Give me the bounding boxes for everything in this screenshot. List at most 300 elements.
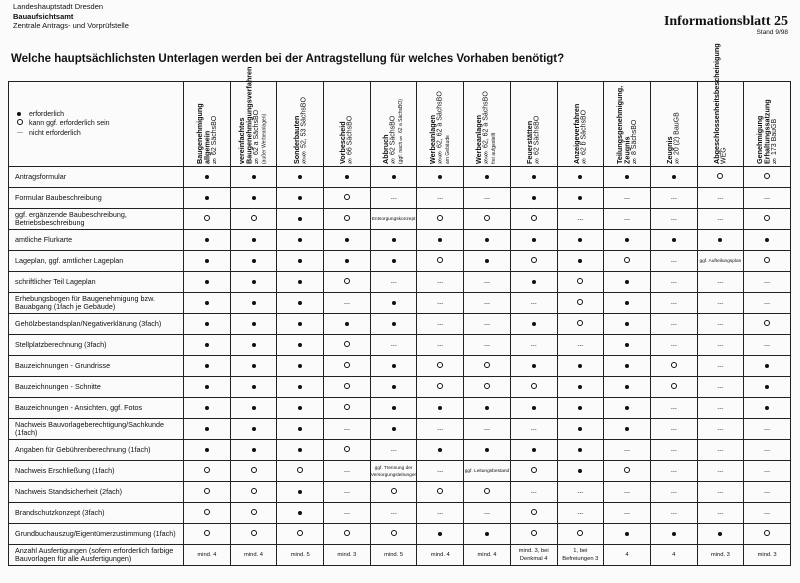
table-cell — [697, 440, 744, 461]
table-cell — [650, 251, 697, 272]
table-cell — [324, 461, 371, 482]
ring-icon — [251, 530, 257, 536]
filled-dot-icon — [298, 280, 302, 284]
row-label: Stellplatzberechnung (3fach) — [9, 335, 184, 356]
dash-icon: --- — [577, 510, 584, 517]
table-cell — [650, 482, 697, 503]
column-ref: §§ 62, 62 a SächsBO — [482, 91, 490, 164]
table-cell — [744, 482, 791, 503]
ring-icon — [204, 467, 210, 473]
ring-icon — [484, 215, 490, 221]
dash-icon: --- — [717, 384, 724, 391]
table-cell — [417, 230, 464, 251]
table-cell — [277, 230, 324, 251]
dash-icon: --- — [437, 510, 444, 517]
legend-item-not-required: --- nicht erforderlich — [17, 129, 81, 137]
dash-icon: --- — [17, 130, 23, 136]
dash-icon: --- — [670, 489, 677, 496]
filled-dot-icon — [298, 259, 302, 263]
table-cell — [744, 503, 791, 524]
dash-icon: --- — [717, 279, 724, 286]
dash-icon: --- — [717, 216, 724, 223]
filled-dot-icon — [298, 217, 302, 221]
table-cell — [744, 293, 791, 314]
table-cell — [277, 188, 324, 209]
table-cell — [370, 503, 417, 524]
table-cell — [324, 335, 371, 356]
dash-icon: --- — [343, 510, 350, 517]
filled-dot-icon — [765, 385, 769, 389]
table-cell — [464, 209, 511, 230]
table-row — [9, 335, 791, 356]
filled-dot-icon — [298, 511, 302, 515]
row-label: Bauzeichnungen - Schnitte — [9, 377, 184, 398]
table-cell — [510, 167, 557, 188]
table-cell — [464, 335, 511, 356]
ring-icon — [531, 383, 537, 389]
row-label: ggf. ergänzende Baubeschreibung, Betriebsbeschreibung — [9, 209, 184, 230]
dash-icon: --- — [437, 342, 444, 349]
table-cell — [184, 545, 231, 566]
table-cell — [324, 293, 371, 314]
filled-dot-icon — [532, 196, 536, 200]
ring-icon — [344, 404, 350, 410]
table-cell — [510, 293, 557, 314]
table-cell — [184, 356, 231, 377]
table-cell — [184, 230, 231, 251]
table-cell — [604, 419, 651, 440]
column-header — [230, 66, 277, 167]
row-label: Erhebungsbogen für Baugenehmigung bzw. Bauabgang (1fach je Gebäude) — [9, 293, 184, 314]
table-cell — [370, 356, 417, 377]
dash-icon: --- — [717, 363, 724, 370]
ring-icon — [484, 362, 490, 368]
cell-note: mind. 4 — [430, 552, 450, 558]
filled-dot-icon — [718, 532, 722, 536]
cell-note: mind. 4 — [477, 552, 497, 558]
dash-icon: --- — [670, 468, 677, 475]
dash-icon: --- — [390, 195, 397, 202]
table-cell — [697, 335, 744, 356]
dash-icon: --- — [670, 279, 677, 286]
table-cell — [370, 272, 417, 293]
table-cell — [277, 335, 324, 356]
table-cell — [557, 251, 604, 272]
table-cell — [277, 293, 324, 314]
ring-icon — [251, 509, 257, 515]
filled-dot-icon — [765, 406, 769, 410]
table-cell — [184, 335, 231, 356]
table-cell — [744, 230, 791, 251]
table-row — [9, 503, 791, 524]
table-cell — [744, 209, 791, 230]
dash-icon: --- — [390, 279, 397, 286]
table-cell — [370, 167, 417, 188]
table-cell — [744, 461, 791, 482]
ring-icon — [764, 320, 770, 326]
table-cell — [697, 230, 744, 251]
filled-dot-icon — [625, 175, 629, 179]
ring-icon — [344, 446, 350, 452]
column-title: Teilungsgenehmigung, Zeugnis — [614, 85, 632, 164]
table-cell — [650, 503, 697, 524]
filled-dot-icon — [578, 259, 582, 263]
column-ref: § 20 (2) BauGB — [673, 112, 681, 164]
table-row — [9, 251, 791, 272]
document-title: Informationsblatt 25 — [663, 14, 788, 29]
dash-icon: --- — [483, 342, 490, 349]
cell-note: ggf. Leitungsbestand — [464, 469, 510, 475]
table-cell — [697, 188, 744, 209]
filled-dot-icon — [392, 427, 396, 431]
column-header — [324, 82, 371, 167]
table-row — [9, 356, 791, 377]
filled-dot-icon — [298, 427, 302, 431]
legend-item-optional: kann ggf. erforderlich sein — [17, 119, 183, 128]
legend-item-required: erforderlich — [17, 110, 183, 119]
table-cell — [604, 188, 651, 209]
table-cell — [650, 461, 697, 482]
table-cell — [324, 167, 371, 188]
table-cell — [277, 167, 324, 188]
column-title: Werbeanlagen — [427, 115, 437, 164]
ring-icon — [577, 530, 583, 536]
table-cell — [324, 482, 371, 503]
row-label: Antragsformular — [9, 167, 184, 188]
column-title: Genehmigung Erhaltungssatzung — [754, 99, 772, 164]
filled-dot-icon — [17, 112, 21, 116]
table-header-row — [9, 82, 791, 167]
table-cell — [370, 377, 417, 398]
filled-dot-icon — [532, 364, 536, 368]
table-cell — [417, 503, 464, 524]
filled-dot-icon — [765, 238, 769, 242]
filled-dot-icon — [672, 238, 676, 242]
filled-dot-icon — [345, 238, 349, 242]
filled-dot-icon — [205, 364, 209, 368]
dash-icon: --- — [764, 195, 771, 202]
table-cell — [230, 293, 277, 314]
table-cell — [650, 188, 697, 209]
legend-cell — [9, 82, 184, 167]
table-cell — [510, 188, 557, 209]
filled-dot-icon — [252, 448, 256, 452]
table-cell — [650, 440, 697, 461]
table-cell — [230, 545, 277, 566]
dash-icon: --- — [764, 510, 771, 517]
ring-icon — [531, 257, 537, 263]
table-cell — [697, 356, 744, 377]
dash-icon: --- — [483, 510, 490, 517]
table-cell — [277, 272, 324, 293]
dash-icon: --- — [764, 426, 771, 433]
table-cell — [604, 482, 651, 503]
table-cell — [557, 230, 604, 251]
dash-icon: --- — [483, 300, 490, 307]
ring-icon — [671, 362, 677, 368]
dash-icon: --- — [624, 510, 631, 517]
table-cell — [697, 398, 744, 419]
ring-icon — [764, 173, 770, 179]
column-header — [697, 43, 744, 167]
filled-dot-icon — [578, 364, 582, 368]
column-ref: § 62 SächsBO — [210, 115, 218, 164]
table-cell — [324, 524, 371, 545]
filled-dot-icon — [298, 196, 302, 200]
column-title: Zeugnis — [665, 136, 675, 164]
column-title: vereinfachtes Baugenehmigungsverfahren — [237, 66, 254, 164]
table-cell — [464, 272, 511, 293]
ring-icon — [577, 278, 583, 284]
cell-note: mind. 5 — [384, 552, 404, 558]
table-cell — [464, 524, 511, 545]
table-cell — [417, 314, 464, 335]
column-title: Sonderbauten — [291, 115, 301, 164]
table-cell — [604, 293, 651, 314]
table-cell — [604, 251, 651, 272]
table-cell — [604, 461, 651, 482]
table-row — [9, 482, 791, 503]
table-cell — [557, 167, 604, 188]
table-cell — [697, 293, 744, 314]
table-cell — [604, 524, 651, 545]
table-cell — [464, 356, 511, 377]
table-cell — [370, 188, 417, 209]
filled-dot-icon — [438, 448, 442, 452]
dash-icon: --- — [717, 195, 724, 202]
table-cell — [277, 482, 324, 503]
filled-dot-icon — [392, 238, 396, 242]
column-header — [277, 82, 324, 167]
table-cell — [604, 356, 651, 377]
table-cell — [697, 524, 744, 545]
filled-dot-icon — [298, 364, 302, 368]
ring-icon — [531, 530, 537, 536]
table-cell — [230, 251, 277, 272]
ring-icon — [624, 467, 630, 473]
column-ref: § 62 a SächsBO — [253, 109, 261, 164]
table-row — [9, 545, 791, 566]
table-cell — [557, 188, 604, 209]
ring-icon — [391, 488, 397, 494]
table-cell — [417, 545, 464, 566]
table-cell — [417, 188, 464, 209]
ring-icon — [204, 215, 210, 221]
filled-dot-icon — [252, 301, 256, 305]
table-cell — [510, 335, 557, 356]
table-cell — [370, 293, 417, 314]
table-cell — [370, 335, 417, 356]
table-cell — [464, 398, 511, 419]
table-cell — [417, 209, 464, 230]
table-cell — [510, 545, 557, 566]
table-cell — [650, 377, 697, 398]
filled-dot-icon — [298, 490, 302, 494]
dash-icon: --- — [390, 447, 397, 454]
cell-note: mind. 3 — [337, 552, 357, 558]
document-version: Stand 9/98 — [756, 29, 788, 36]
table-cell — [417, 377, 464, 398]
ring-icon — [437, 383, 443, 389]
table-cell — [230, 377, 277, 398]
table-cell — [510, 377, 557, 398]
ring-icon — [624, 257, 630, 263]
ring-icon — [717, 173, 723, 179]
column-note: (ggf. nach § 62 a SächsBO) — [397, 99, 404, 164]
ring-icon — [344, 362, 350, 368]
table-cell — [604, 167, 651, 188]
table-cell — [184, 419, 231, 440]
table-cell — [324, 230, 371, 251]
table-cell — [744, 188, 791, 209]
table-cell — [324, 251, 371, 272]
table-cell — [370, 461, 417, 482]
table-cell — [744, 314, 791, 335]
ring-icon — [577, 320, 583, 326]
dash-icon: --- — [717, 300, 724, 307]
filled-dot-icon — [392, 385, 396, 389]
row-label: Grundbuchauszug/Eigentümerzustimmung (1fach) — [9, 524, 184, 545]
dash-icon: --- — [483, 426, 490, 433]
organization-block — [13, 2, 129, 31]
dash-icon: --- — [437, 195, 444, 202]
filled-dot-icon — [205, 406, 209, 410]
filled-dot-icon — [578, 238, 582, 242]
table-cell — [557, 503, 604, 524]
table-cell — [230, 482, 277, 503]
dash-icon: --- — [390, 510, 397, 517]
ring-icon — [671, 383, 677, 389]
table-cell — [557, 377, 604, 398]
table-cell — [557, 272, 604, 293]
table-cell — [184, 482, 231, 503]
table-cell — [184, 167, 231, 188]
table-row — [9, 377, 791, 398]
ring-icon — [204, 488, 210, 494]
table-cell — [557, 209, 604, 230]
filled-dot-icon — [205, 259, 209, 263]
table-cell — [230, 188, 277, 209]
dash-icon: --- — [343, 489, 350, 496]
table-cell — [557, 545, 604, 566]
filled-dot-icon — [205, 238, 209, 242]
filled-dot-icon — [298, 322, 302, 326]
filled-dot-icon — [532, 175, 536, 179]
table-cell — [557, 314, 604, 335]
dash-icon: --- — [343, 426, 350, 433]
column-ref: §§ 52, 53 SächsBO — [300, 97, 308, 164]
table-cell — [650, 398, 697, 419]
ring-icon — [251, 215, 257, 221]
table-cell — [277, 251, 324, 272]
table-cell — [510, 482, 557, 503]
table-cell — [324, 377, 371, 398]
table-cell — [557, 482, 604, 503]
filled-dot-icon — [578, 448, 582, 452]
dash-icon: --- — [437, 279, 444, 286]
table-cell — [230, 524, 277, 545]
table-cell — [277, 440, 324, 461]
filled-dot-icon — [625, 427, 629, 431]
filled-dot-icon — [438, 238, 442, 242]
table-cell — [464, 440, 511, 461]
table-cell — [744, 251, 791, 272]
table-cell — [650, 545, 697, 566]
table-cell — [697, 503, 744, 524]
dash-icon: --- — [764, 300, 771, 307]
filled-dot-icon — [205, 343, 209, 347]
column-ref: WEG — [720, 147, 728, 164]
column-title: Feuerstätten — [525, 120, 535, 164]
column-header — [650, 82, 697, 167]
filled-dot-icon — [532, 280, 536, 284]
filled-dot-icon — [532, 238, 536, 242]
table-cell — [370, 440, 417, 461]
table-cell — [604, 272, 651, 293]
filled-dot-icon — [252, 322, 256, 326]
table-cell — [184, 209, 231, 230]
ring-icon — [764, 257, 770, 263]
table-cell — [417, 356, 464, 377]
column-title: Anzeigeverfahren — [571, 103, 581, 164]
table-cell — [277, 209, 324, 230]
ring-icon — [764, 215, 770, 221]
filled-dot-icon — [625, 532, 629, 536]
column-header — [464, 82, 511, 167]
filled-dot-icon — [625, 364, 629, 368]
dash-icon: --- — [670, 216, 677, 223]
table-cell — [650, 167, 697, 188]
row-label: Angaben für Gebührenberechnung (1fach) — [9, 440, 184, 461]
table-cell — [277, 545, 324, 566]
filled-dot-icon — [578, 196, 582, 200]
table-cell — [230, 314, 277, 335]
dash-icon: --- — [530, 342, 537, 349]
dash-icon: --- — [717, 405, 724, 412]
row-label: Brandschutzkonzept (3fach) — [9, 503, 184, 524]
table-cell — [184, 398, 231, 419]
filled-dot-icon — [205, 385, 209, 389]
column-title: Baugenehmigung allgemein — [194, 103, 212, 164]
table-cell — [510, 503, 557, 524]
column-header — [417, 82, 464, 167]
filled-dot-icon — [298, 385, 302, 389]
column-header — [370, 82, 417, 167]
table-cell — [417, 440, 464, 461]
table-cell — [697, 251, 744, 272]
dash-icon: --- — [624, 489, 631, 496]
table-cell — [230, 167, 277, 188]
dash-icon: --- — [670, 321, 677, 328]
dash-icon: --- — [764, 489, 771, 496]
table-cell — [510, 419, 557, 440]
filled-dot-icon — [252, 280, 256, 284]
column-ref: § 66 SächsBO — [346, 115, 354, 164]
table-cell — [370, 524, 417, 545]
dash-icon: --- — [764, 342, 771, 349]
ring-icon — [344, 215, 350, 221]
table-cell — [230, 356, 277, 377]
table-cell — [744, 356, 791, 377]
table-cell — [184, 503, 231, 524]
table-cell — [510, 230, 557, 251]
column-header — [184, 82, 231, 167]
column-ref: § 62 b SächsBO — [580, 109, 588, 164]
column-note: frei aufgestellt — [491, 132, 498, 164]
dash-icon: --- — [764, 279, 771, 286]
dash-icon: --- — [717, 321, 724, 328]
column-header — [604, 82, 651, 167]
